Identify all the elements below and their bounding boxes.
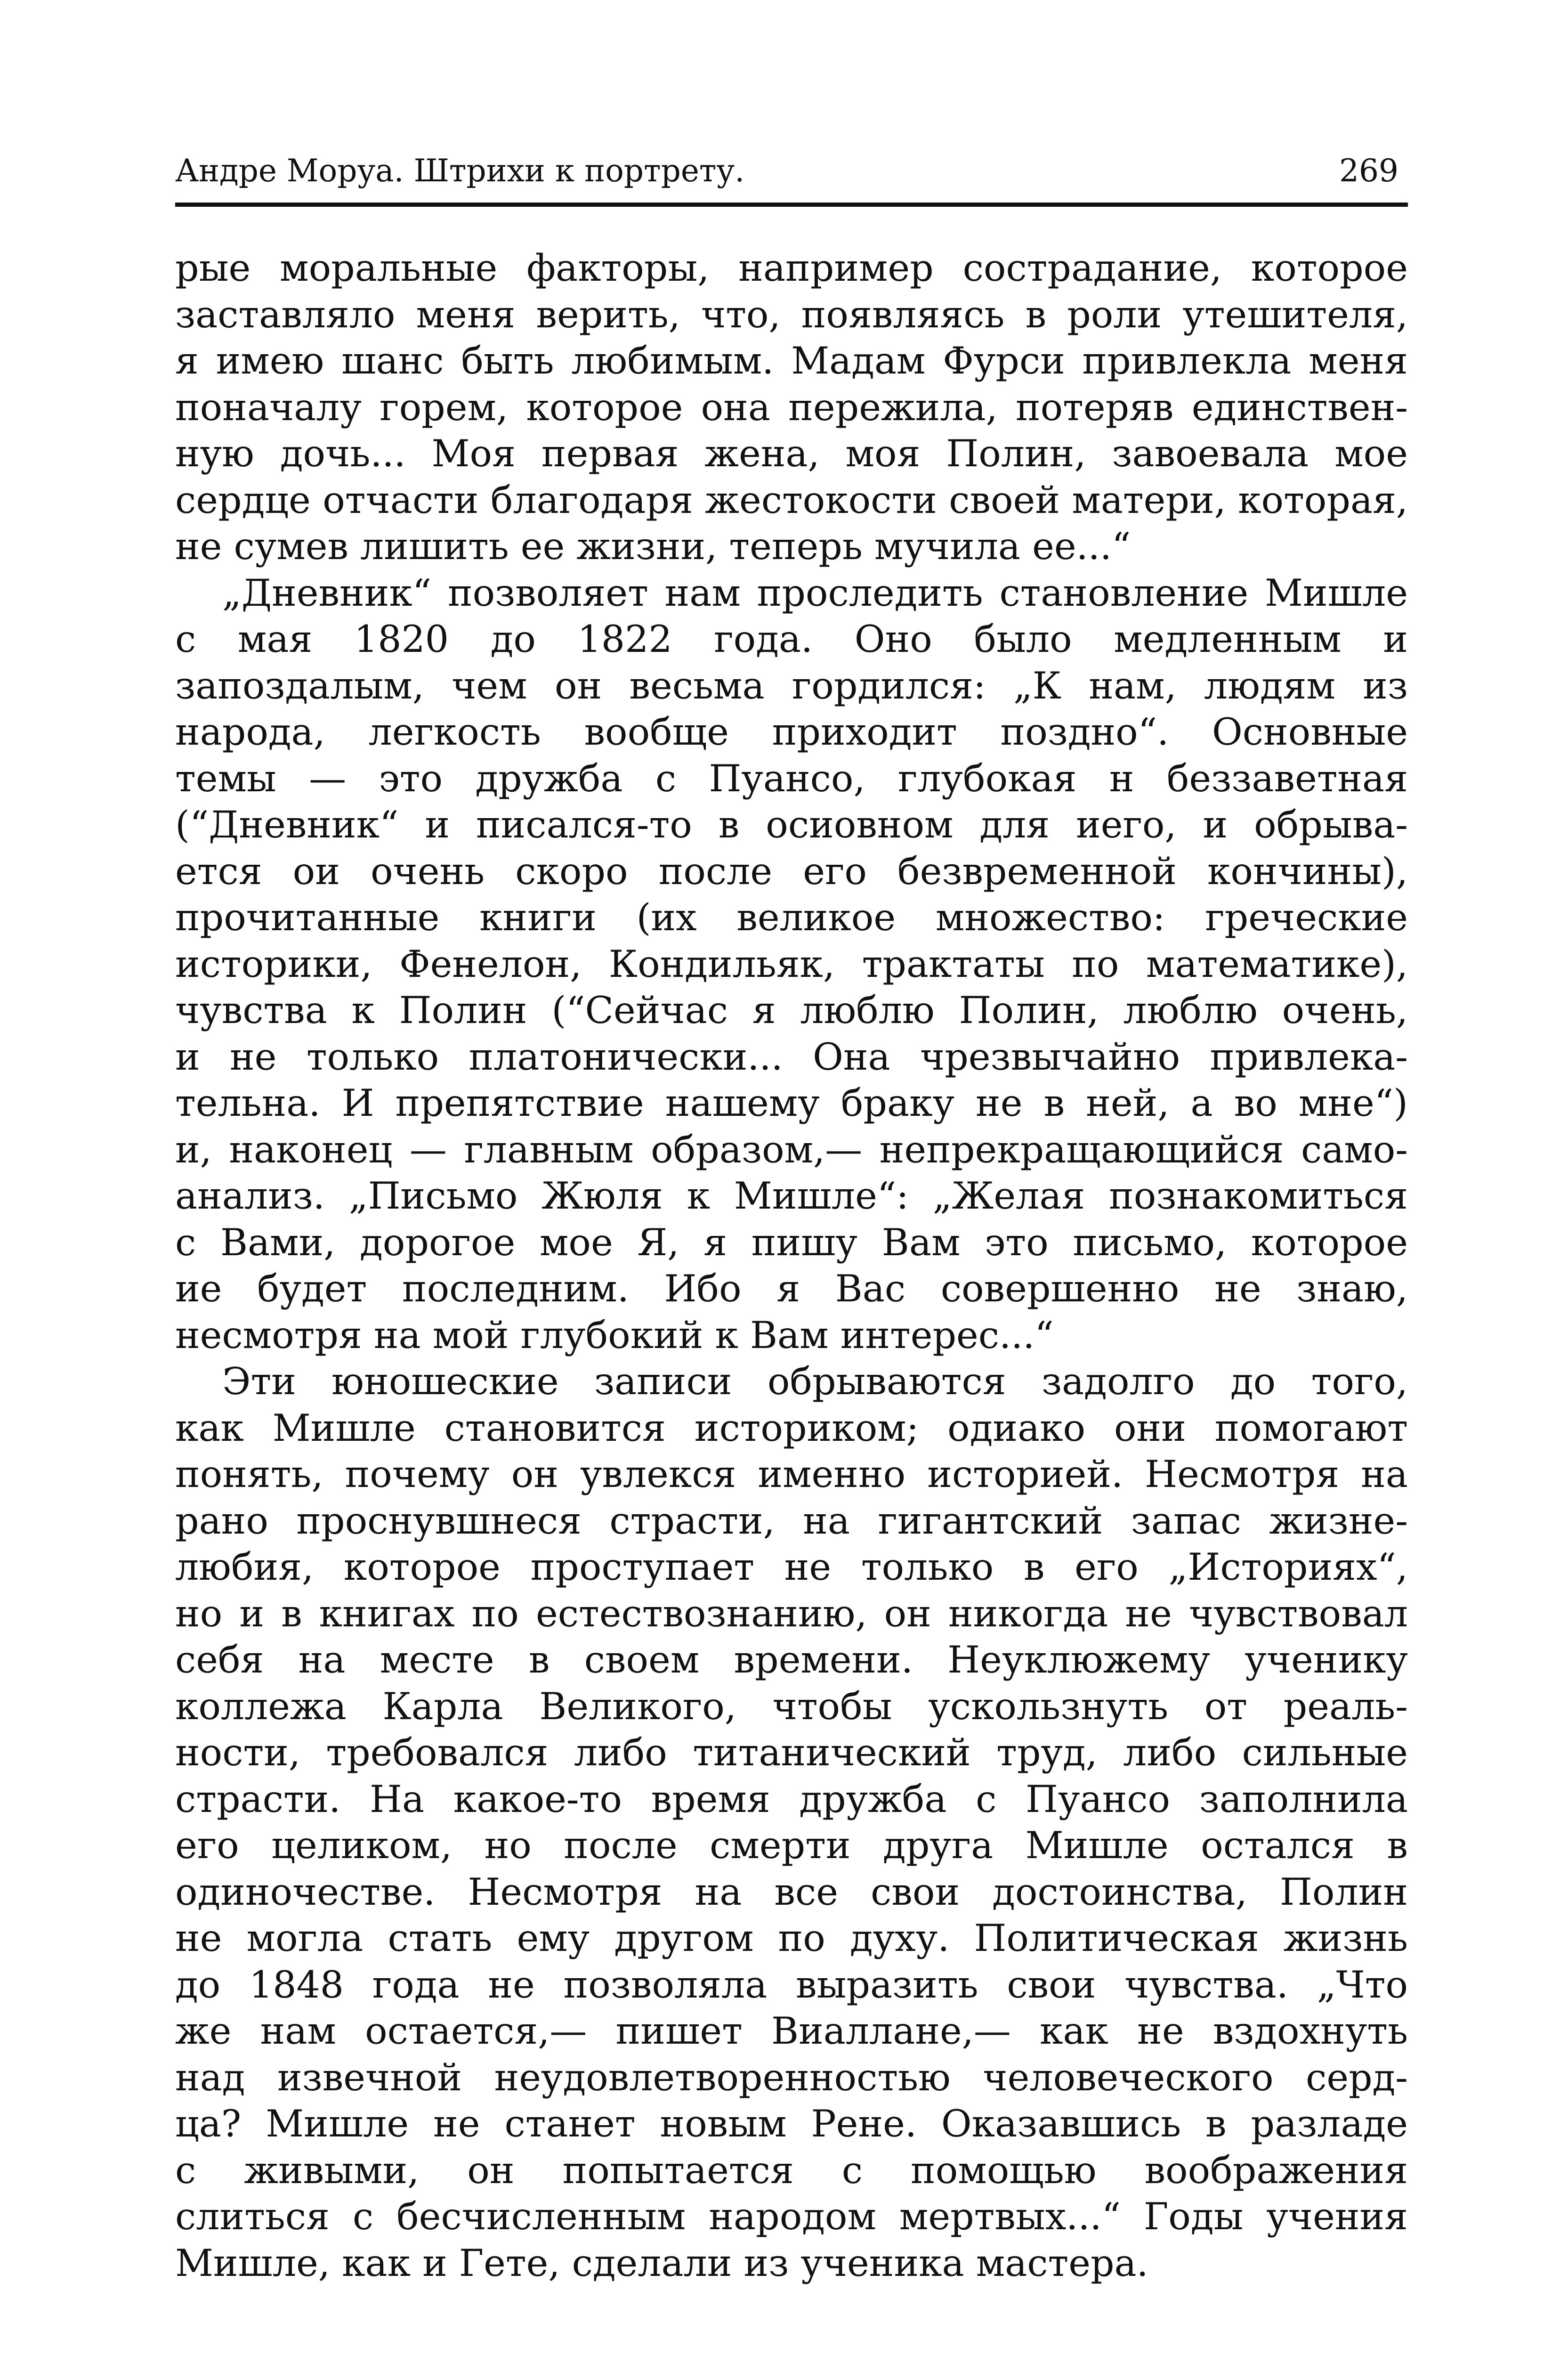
text-line: до 1848 года не позволяла выразить свои чувства. „Что bbox=[175, 1963, 1408, 2006]
text-line: рано проснувшнеся страсти, на гигантский запас жизне- bbox=[175, 1499, 1408, 1543]
text-line: ную дочь... Моя первая жена, моя Полин, завоевала мое bbox=[175, 432, 1408, 475]
text-line: ности, требовался либо титанический труд, либо сильные bbox=[175, 1731, 1408, 1774]
text-line: поначалу горем, которое она пережила, потеряв единствен- bbox=[175, 385, 1408, 429]
text-line: несмотря на мой глубокий к Вам интерес...“ bbox=[175, 1313, 1054, 1357]
text-line: тельна. И препятствие нашему браку не в ней, а во мне“) bbox=[175, 1081, 1408, 1125]
text-line: над извечной неудовлетворенностью человеческого серд- bbox=[175, 2055, 1408, 2099]
text-line: же нам остается,— пишет Виаллане,— как не вздохнуть bbox=[175, 2009, 1408, 2053]
text-line: чувства к Полин (“Сейчас я люблю Полин, люблю очень, bbox=[175, 989, 1408, 1032]
text-line: страсти. На какое-то время дружба с Пуансо заполнила bbox=[175, 1777, 1408, 1821]
page-number: 269 bbox=[1339, 153, 1398, 189]
text-line: слиться с бесчисленным народом мертвых...“ Годы учения bbox=[175, 2195, 1408, 2238]
text-line: Мишле, как и Гете, сделали из ученика мастера. bbox=[175, 2241, 1148, 2285]
text-line: ие будет последним. Ибо я Вас совершенно не знаю, bbox=[175, 1267, 1408, 1310]
text-line: и, наконец — главным образом,— непрекращающийся само- bbox=[175, 1128, 1408, 1171]
body-text bbox=[175, 245, 1408, 2286]
text-line: историки, Фенелон, Кондильяк, трактаты по математике), bbox=[175, 942, 1408, 986]
text-line: коллежа Карла Великого, чтобы ускользнуть от реаль- bbox=[175, 1684, 1408, 1728]
text-line: и не только платонически... Она чрезвычайно привлека- bbox=[175, 1035, 1408, 1079]
text-line: народа, легкость вообще приходит поздно“. Основные bbox=[175, 710, 1408, 754]
text-line: темы — это дружба с Пуансо, глубокая н беззаветная bbox=[175, 756, 1408, 800]
text-line: не сумев лишить ее жизни, теперь мучила ее...“ bbox=[175, 525, 1131, 568]
text-line: ца? Мишле не станет новым Рене. Оказавшись в разладе bbox=[175, 2102, 1408, 2145]
text-line: прочитанные книги (их великое множество: греческие bbox=[175, 896, 1408, 939]
text-line: любия, которое проступает не только в его „Историях“, bbox=[175, 1545, 1408, 1589]
text-line: сердце отчасти благодаря жестокости своей матери, которая, bbox=[175, 478, 1408, 522]
text-line: ется ои очень скоро после его безвременной кончины), bbox=[175, 849, 1408, 893]
text-line: анализ. „Письмо Жюля к Мишле“: „Желая познакомиться bbox=[175, 1174, 1408, 1218]
text-line: с мая 1820 до 1822 года. Оно было медленным и bbox=[175, 617, 1408, 661]
text-line: „Дневник“ позволяет нам проследить становление Мишле bbox=[222, 571, 1408, 615]
text-line: Эти юношеские записи обрываются задолго до того, bbox=[222, 1360, 1408, 1403]
text-line: его целиком, но после смерти друга Мишле остался в bbox=[175, 1824, 1408, 1867]
text-line: (“Дневник“ и писался-то в осиовном для иего, и обрыва- bbox=[175, 803, 1408, 846]
text-line: с Вами, дорогое мое Я, я пишу Вам это письмо, которое bbox=[175, 1220, 1408, 1264]
text-line: запоздалым, чем он весьма гордился: „К нам, людям из bbox=[175, 664, 1408, 707]
text-line: понять, почему он увлекся именно историей. Несмотря на bbox=[175, 1453, 1408, 1496]
page-header bbox=[175, 141, 1408, 207]
text-line: заставляло меня верить, что, появляясь в роли утешителя, bbox=[175, 292, 1408, 336]
text-line: но и в книгах по естествознанию, он никогда не чувствовал bbox=[175, 1592, 1408, 1635]
text-line: с живыми, он попытается с помощью воображения bbox=[175, 2148, 1408, 2192]
text-line: как Мишле становится историком; одиако они помогают bbox=[175, 1406, 1408, 1450]
text-line: не могла стать ему другом по духу. Политическая жизнь bbox=[175, 1916, 1408, 1960]
text-line: себя на месте в своем времени. Неуклюжему ученику bbox=[175, 1638, 1408, 1681]
running-head: Андре Моруа. Штрихи к портрету. bbox=[175, 153, 745, 189]
text-line: рые моральные факторы, например сострадание, которое bbox=[175, 246, 1408, 290]
text-line: одиночестве. Несмотря на все свои достоинства, Полин bbox=[175, 1870, 1408, 1914]
text-line: я имею шанс быть любимым. Мадам Фурси привлекла меня bbox=[175, 339, 1408, 382]
